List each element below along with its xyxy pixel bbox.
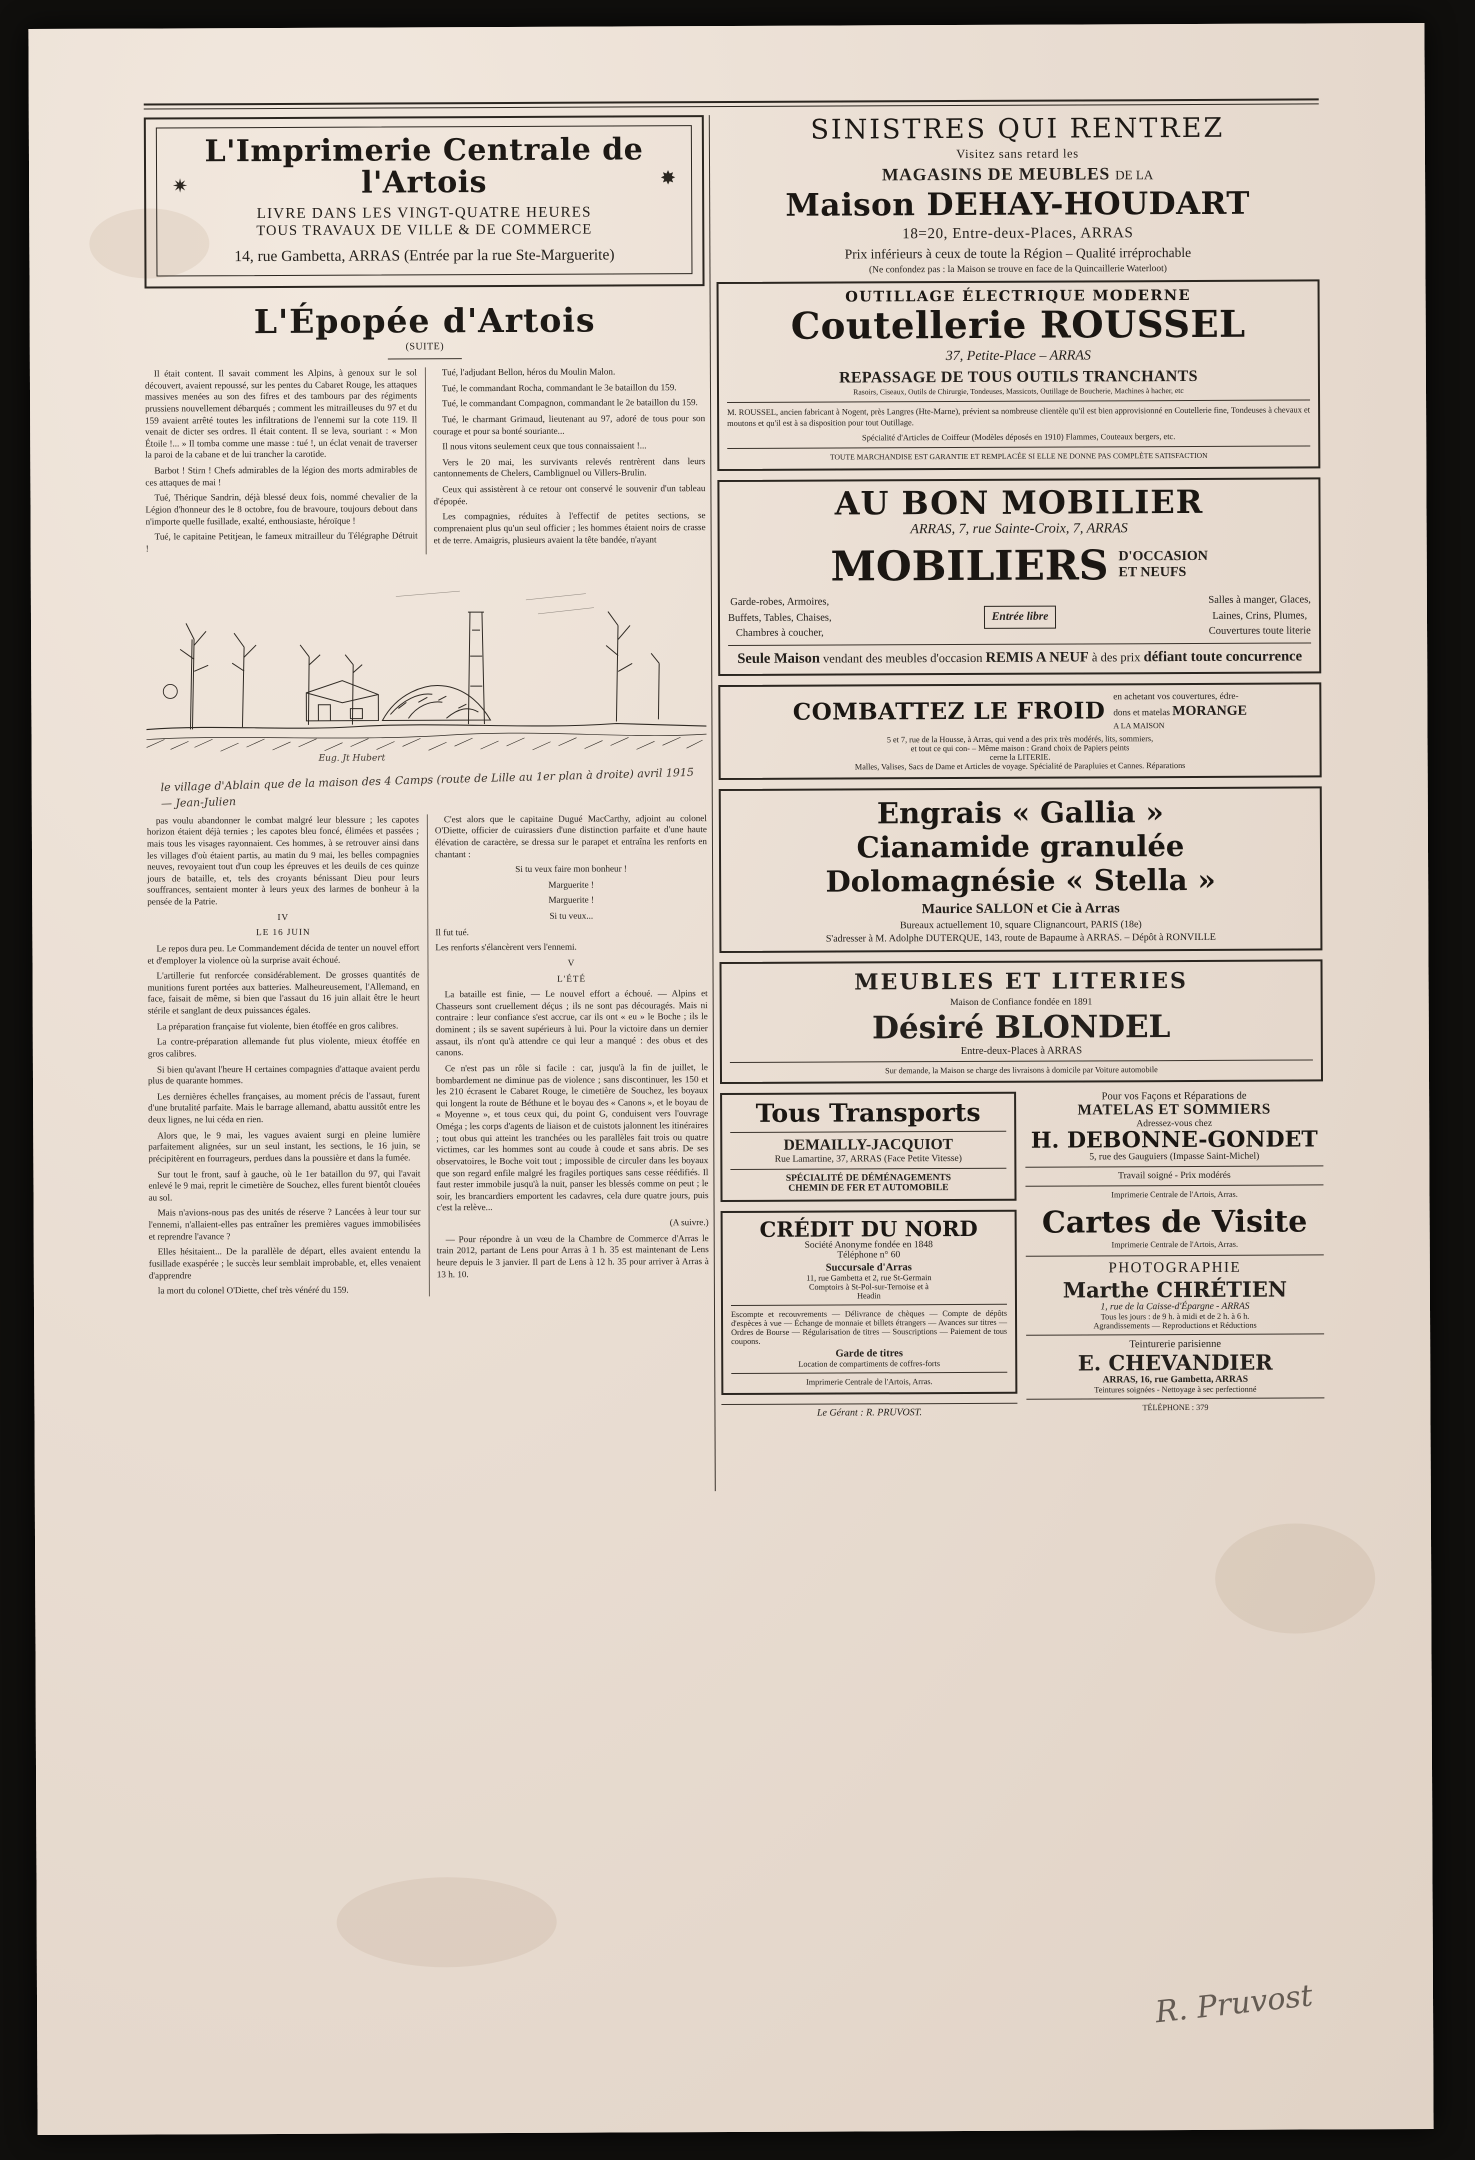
ad-engrais-gallia (719, 786, 1323, 953)
divider (1026, 1334, 1324, 1336)
ad-dehay-houdart (716, 112, 1320, 276)
engrais-contact: S'adresser à M. Adolphe DUTERQUE, 143, route de Bapaume à ARRAS. – Dépôt à RONVILLE (825, 932, 1216, 945)
bonmobilier-col3 (1208, 593, 1311, 639)
froid-head-row (728, 691, 1311, 734)
ad-au-bon-mobilier (717, 477, 1321, 676)
paragraph: Sur tout le front, sauf à gauche, où le 1er bataillon du 97, qui l'avait enlevé le 9 mai, reprit le cimetière de Souchez, elles furent bientôt clouées au sol. (148, 1167, 421, 1203)
bottom-left-ads (720, 1092, 1017, 1419)
bottom-right-ads (1025, 1091, 1324, 1418)
roussel-title: Coutellerie ROUSSEL (790, 301, 1246, 348)
divider (728, 643, 1311, 647)
article-subtitle: (SUITE) (405, 341, 445, 353)
paragraph: La préparation française fut violente, bien étoffée en gros calibres. (156, 1020, 399, 1032)
froid-line3b: cerne la LITERIE. (989, 752, 1051, 762)
mobiliers-side-1: D'OCCASION (1118, 549, 1208, 565)
teinturerie-name: E. CHEVANDIER (1077, 1349, 1273, 1376)
credit-imprimerie: Imprimerie Centrale de l'Artois, Arras. (806, 1376, 933, 1387)
photo-name: Marthe CHRÉTIEN (1062, 1276, 1288, 1303)
section-number: V (567, 957, 576, 968)
bonmobilier-footer (728, 649, 1311, 669)
column-divider (709, 115, 716, 1491)
teinturerie-line1: Teinturerie parisienne (1129, 1339, 1222, 1351)
ad-photographie-chretien (1026, 1260, 1324, 1331)
transports-name: DEMAILLY-JACQUIOT (783, 1135, 954, 1154)
blondel-address: Entre-deux-Places à ARRAS (960, 1045, 1083, 1058)
transports-spec2: CHEMIN DE FER ET AUTOMOBILE (788, 1182, 949, 1194)
ad-imprimerie-centrale (144, 115, 705, 288)
sinistres-headline: SINISTRES QUI RENTREZ (810, 112, 1225, 146)
credit-title: CRÉDIT DU NORD (759, 1215, 978, 1242)
section-heading: LE 16 JUIN (256, 927, 311, 938)
divider (731, 1371, 1007, 1373)
credit-garde: Garde de titres (835, 1347, 903, 1360)
top-rule (144, 98, 1319, 109)
item-line: Salles à manger, Glaces, (1208, 594, 1311, 607)
roussel-items: Rasoirs, Ciseaux, Outils de Chirurgie, Tondeuses, Massicots, Outillage de Boucherie, Machines à hacher, etc (853, 386, 1184, 397)
paragraph: C'est alors que le capitaine Dugué MacCarthy, adjoint au colonel O'Diette, officier de cuirassiers d'une distinction parfaite et d'une haute élévation de caractère, se dressa sur le parapet et entraîna les renforts en chantant : (434, 812, 707, 859)
star-icon-right: ✸ (660, 168, 677, 190)
paragraph: Tué, le commandant Compagnon, commandant le 2e bataillon du 159. (442, 397, 698, 409)
divider (1025, 1166, 1323, 1168)
dehay-houdart-name: Maison DEHAY-HOUDART (785, 185, 1250, 224)
paper-surface (28, 23, 1433, 2135)
paragraph: Ce n'est pas un rôle si facile : car, jusqu'à la fin de juillet, le bombardement ne diminue pas de violence ; sans discontinuer, les 150 et les 210 écrasent le Cabaret Rouge, le cimetière de Souchez, les boyaux qui longent la route de Béthune et le boyau des « Canons », et le boyau de « Moyenne », et tous ceux qui, du point G, conduisent vers l'ouvrage Oméga ; les corps d'agents de liaison et de cuistots jalonnent les itinéraires ; tout obus qui atteint les tranchées ou les parallèles fait trois ou quatre victimes, car les hommes sont au coude à coude et sans abris. De ses observatoires, le Boche voit tout ; impossible de circuler dans les boyaux que son regard enfile malgré les fragiles portiques sans cesse réédifiés. Il faut rester immobile jusqu'à la nuit, panser les blessés comme on peut ; le soir, les brancardiers emportent les cadavres, cela dure quatre jours, puis c'est la relève... (435, 1061, 709, 1213)
sinistres-line2: Visitez sans retard les (956, 146, 1079, 162)
paragraph: Il fut tué. (435, 926, 469, 937)
paragraph: pas voulu abandonner le combat malgré leur blessure ; les capotes horizon étaient déjà ternies ; les capotes bleu foncé, élimées et passées ; mais tous les visages rayonnaient. Ces hommes, à se retrouver ainsi dans les villages d'où étaient partis, au matin du 9 mai, les belles compagnies neuves, revoyaient tout d'un coup les épreuves et les deuils de ces quinze jours de bataille, et, tels des croyants bénissant Dieu pour leurs souffrances, sentaient monter à leurs yeux des larmes de bonheur à la pensée de la Patrie. (146, 813, 420, 907)
ad-desire-blondel (719, 960, 1323, 1085)
credit-line4: 11, rue Gambetta et 2, rue St-Germain (806, 1272, 932, 1283)
paragraph: Il nous vitons seulement ceux que tous connaissaient !... (442, 440, 647, 452)
paragraph: la mort du colonel O'Diette, chef très vénéré du 159. (157, 1284, 349, 1296)
article-body-top (145, 366, 706, 555)
article-body-bottom (147, 813, 709, 1298)
sinistres-line3-main: MAGASINS DE MEUBLES (881, 163, 1111, 185)
roussel-footer: TOUTE MARCHANDISE EST GARANTIE ET REMPLACÉE SI ELLE NE DONNE PAS COMPLÈTE SATISFACTION (829, 450, 1208, 462)
divider (1025, 1185, 1323, 1187)
transports-address: Rue Lamartine, 37, ARRAS (Face Petite Vitesse) (774, 1153, 962, 1165)
newspaper-sheet (28, 23, 1433, 2135)
transports-title: Tous Transports (755, 1098, 981, 1129)
debonne-imprimerie: Imprimerie Centrale de l'Artois, Arras. (1111, 1190, 1238, 1200)
ad-debonne-gondet (1025, 1091, 1323, 1200)
mobiliers-side-2: ET NEUFS (1118, 565, 1187, 581)
dehay-houdart-note: (Ne confondez pas : la Maison se trouve en face de la Quincaillerie Waterloot) (868, 264, 1167, 276)
paragraph: Tué, l'adjudant Bellon, héros du Moulin Malon. (441, 366, 616, 378)
credit-phone: Téléphone n° 60 (837, 1249, 901, 1261)
froid-right-2: dons et matelas (1113, 707, 1171, 718)
debonne-line4: Travail soigné - Prix modérés (1118, 1171, 1231, 1182)
paragraph: Tué, le capitaine Petitjean, le fameux mitrailleur du Télégraphe Détruit ! (145, 530, 418, 554)
item-line: Couvertures toute literie (1208, 625, 1311, 637)
blondel-footer: Sur demande, la Maison se charge des livraisons à domicile par Voiture automobile (885, 1065, 1158, 1076)
divider (1026, 1398, 1324, 1400)
song-line: Marguerite ! (548, 894, 595, 906)
right-column-ads (716, 112, 1325, 1491)
paragraph: Les compagnies, réduites à l'effectif de petites sections, se comprenaient plus qu'un seul officier ; les hommes étaient noirs de crasse et de terre. Amaigris, plusieurs avaient la tête bandée, n'ayant (433, 510, 706, 545)
credit-garde-sub: Location de compartiments de coffres-forts (798, 1358, 941, 1369)
footer-part-a: Seule Maison (737, 650, 820, 668)
item-line: Garde-robes, Armoires, (730, 596, 830, 609)
sinistres-line3-small: DE LA (1115, 167, 1154, 183)
entree-libre-badge: Entrée libre (984, 605, 1057, 628)
bottom-ads-grid (720, 1091, 1324, 1419)
paragraph: Barbot ! Stirn ! Chefs admirables de la légion des morts admirables de ces attaques de mai ! (145, 464, 418, 488)
divider (727, 399, 1310, 403)
froid-line2: 5 et 7, rue de la Housse, à Arras, qui vend a des prix très modérés, lits, sommiers, (886, 733, 1154, 744)
imprimerie-address: 14, rue Gambetta, ARRAS (Entrée par la rue Ste-Marguerite) (234, 246, 615, 266)
imprimerie-line2: LIVRE DANS LES VINGT-QUATRE HEURES (256, 204, 592, 223)
paragraph: Les dernières échelles françaises, au moment précis de l'assaut, furent d'une brutalité parfaite. Mais le barrage allemand, abattu aussitôt entre les deux lignes, ne lui céda en rien. (148, 1090, 421, 1125)
engrais-line3: Dolomagnésie « Stella » (825, 862, 1216, 899)
mobiliers-word: MOBILIERS (830, 541, 1109, 591)
paragraph: Tué, le charmant Grimaud, lieutenant au 97, adoré de tous pour son courage et pour sa bonté souriante... (433, 412, 706, 436)
engrais-offices: Bureaux actuellement 10, square Clignancourt, PARIS (18e) (899, 919, 1142, 932)
svg-text:Eug. Jt Hubert: Eug. Jt Hubert (318, 753, 386, 764)
credit-branch: Succursale d'Arras (825, 1261, 912, 1274)
froid-right-3: A LA MAISON (1113, 721, 1165, 731)
froid-right-2-row (1113, 703, 1247, 722)
froid-line4: Malles, Valises, Sacs de Dame et Articles de voyage. Spécialité de Parapluies et Cannes. Réparations (854, 760, 1186, 772)
paragraph: Tué, le commandant Rocha, commandant le 3e bataillon du 159. (441, 381, 677, 393)
continuation-note: (A suivre.) (669, 1217, 709, 1228)
divider (730, 1060, 1313, 1064)
engrais-company: Maurice SALLON et Cie à Arras (921, 901, 1120, 918)
article-title: L'Épopée d'Artois (253, 300, 596, 342)
blondel-sub: Maison de Confiance fondée en 1891 (950, 997, 1093, 1009)
section-heading: L'ÉTÉ (557, 973, 587, 984)
cartes-sub: Imprimerie Centrale de l'Artois, Arras. (1111, 1240, 1239, 1250)
ad-cartes-de-visite (1026, 1205, 1324, 1250)
notice-paragraph: — Pour répondre à un vœu de la Chambre de Commerce d'Arras le train 2012, partant de Lens pour Arras à 1 h. 35 est maintenant de Lens heure depuis le 3 janvier. Il part de Lens à 12 h. 35 pour arriver à Arras à 13 h. 10. (436, 1232, 709, 1279)
item-line: Buffets, Tables, Chaises, (727, 612, 832, 624)
ad-coutellerie-roussel (717, 279, 1321, 470)
song-line: Marguerite ! (548, 879, 594, 890)
paragraph: Elles hésitaient... De la parallèle de départ, elles avaient entendu la fusillade exaspérée ; le succès leur semblait improbable, et, elles venaient d'apprendre (148, 1245, 421, 1281)
ad-tous-transports (720, 1092, 1016, 1202)
photo-extra: Agrandissements — Reproductions et Réductions (1093, 1321, 1257, 1331)
debonne-line1: Pour vos Façons et Réparations de (1101, 1091, 1247, 1103)
footer-part-b: vendant des meubles d'occasion (822, 650, 983, 666)
engraving-caption: le village d'Ablain que de la maison des 4 Camps (route de Lille au 1er plan à droite) avril 1915 — Jean-Julien (160, 765, 695, 810)
printed-content (144, 98, 1325, 1493)
gerant-line: Le Gérant : R. PRUVOST. (721, 1402, 1017, 1418)
footer-part-c: REMIS A NEUF (985, 649, 1089, 666)
bonmobilier-col1 (728, 595, 832, 641)
handwritten-signature: R. Pruvost (1153, 1978, 1315, 2031)
left-column (144, 115, 710, 1493)
paragraph: Il était content. Il savait comment les Alpins, à genoux sur le sol découvert, avaient repoussé, sur les pentes du Cabaret Rouge, les attaques massives menées au son des fifres et des tambours par des régiments prussiens nouvellement débarqués ; comment les mitrailleuses du 97 et du 159 avaient arrêté toutes les infiltrations de l'ennemi sur la cote 119. Il venait de dicter ses ordres. Il était content. Il se leva, souriant : « Mon Étoile !... » Il tomba comme une masse : tué !, un éclat venait de traverser la paroi de la cabane et de lui trancher la carotide. (144, 367, 418, 460)
teinturerie-line2: Teintures soignées - Nettoyage à sec perfectionné (1094, 1385, 1257, 1395)
imprimerie-line3: TOUS TRAVAUX DE VILLE & DE COMMERCE (256, 221, 593, 240)
debonne-name: H. DEBONNE-GONDET (1030, 1126, 1318, 1154)
credit-body: Escompte et recouvrements — Délivrance de chèques — Compte de dépôts d'espèces à vue — Échange de monnaie et billets étrangers — Avances sur titres — Ordres de Bourse — Régularisation de titres — Souscriptions — Paiement de tous coupons. (731, 1308, 1008, 1346)
cartes-title: Cartes de Visite (1041, 1204, 1308, 1241)
bonmobilier-headline-row (728, 541, 1311, 592)
divider (1026, 1255, 1324, 1257)
credit-line6: Headin (857, 1290, 881, 1300)
bonmobilier-address: ARRAS, 7, rue Sainte-Croix, 7, ARRAS (910, 521, 1128, 538)
dehay-houdart-claim: Prix inférieurs à ceux de toute la Région – Qualité irréprochable (844, 244, 1192, 262)
photo-hours: Tous les jours : de 9 h. à midi et de 2 h. à 6 h. (1100, 1312, 1250, 1322)
song-line: Si tu veux faire mon bonheur ! (515, 863, 627, 875)
ad-teinturerie-chevandier (1026, 1339, 1324, 1413)
dehay-houdart-address: 18=20, Entre-deux-Places, ARRAS (902, 225, 1134, 243)
divider (727, 445, 1310, 449)
bonmobilier-columns (728, 593, 1311, 641)
teinturerie-phone: TÉLÉPHONE : 379 (1142, 1403, 1209, 1413)
roussel-repassage: REPASSAGE DE TOUS OUTILS TRANCHANTS (839, 368, 1198, 387)
roussel-address: 37, Petite-Place – ARRAS (945, 348, 1091, 365)
blondel-title: MEUBLES ET LITERIES (854, 968, 1188, 996)
froid-right-block (1113, 691, 1247, 732)
credit-line5: Comptoirs à St-Pol-sur-Ternoise et à (808, 1281, 929, 1292)
teinturerie-address: ARRAS, 16, rue Gambetta, ARRAS (1102, 1375, 1249, 1386)
star-icon-left: ✷ (172, 176, 189, 198)
morange-name: MORANGE (1172, 703, 1247, 720)
section-number: IV (277, 911, 290, 922)
footer-part-e: défiant toute concurrence (1143, 648, 1303, 666)
ad-credit-du-nord (721, 1209, 1018, 1394)
roussel-top: OUTILLAGE ÉLECTRIQUE MODERNE (845, 286, 1191, 306)
engrais-line2: Cianamide granulée (856, 828, 1185, 865)
transports-spec1: SPÉCIALITÉ DE DÉMÉNAGEMENTS (785, 1172, 952, 1184)
froid-line3-a: et tout ce qui con- – Même maison : Grand choix de Papiers peints (910, 742, 1130, 753)
imprimerie-title: L'Imprimerie Centrale de l'Artois (204, 132, 644, 201)
paragraph: La bataille est finie, — Le nouvel effort a échoué. — Alpins et Chasseurs sont cruellement déçus ; ils ne sont pas découragés. Mais ni contraire : leur confiance s'est accrue, car ils ont « eu » le Boche ; ils le dominent ; ils se savent supérieurs à lui. Pour la victoire dans un dernier assaut, ils n'ont qu'à attendre ce qui leur a manqué : des obus et des canons. (435, 988, 708, 1058)
item-line: Laines, Crins, Plumes, (1212, 610, 1308, 622)
paragraph: La contre-préparation allemande fut plus violente, mieux étoffée en gros calibres. (147, 1035, 420, 1059)
divider (730, 1130, 1006, 1132)
photo-title: PHOTOGRAPHIE (1108, 1260, 1242, 1277)
debonne-address: 5, rue des Gauguiers (Impasse Saint-Michel) (1089, 1152, 1260, 1163)
photo-address: 1, rue de la Caisse-d'Épargne - ARRAS (1100, 1302, 1250, 1313)
paragraph: Vers le 20 mai, les survivants relevés rentrèrent dans leurs cantonnements de Chelers, Camblignuel ou Villers-Brulin. (433, 455, 706, 479)
bonmobilier-title: AU BON MOBILIER (834, 482, 1204, 523)
paragraph: Alors que, le 9 mai, les vagues avaient surgi en pleine lumière parfaitement alignées, sur un seul instant, les sections, le 16 juin, se précipitèrent en fourrageurs, perdues dans la poussière et dans la fumée. (148, 1128, 421, 1164)
paragraph: L'artillerie fut renforcée considérablement. De grosses quantités de munitions furent portées aux batteries. Malheureusement, l'Allemand, en face, faisait de même, si bien que l'assaut du 16 juin allait être le heurt stérile et sanglant de deux puissances égales. (147, 969, 420, 1016)
paragraph: Le repos dura peu. Le Commandement décida de tenter un nouvel effort et d'employer la violence où la surprise avait échoué. (147, 942, 420, 966)
paragraph: Tué, Thérique Sandrin, déjà blessé deux fois, nommé chevalier de la Légion d'honneur des le 8 octobre, fou de bravoure, toujours debout dans n'importe quelle fusillade, exalté, enthousiaste, héroïque ! (145, 491, 418, 527)
song-line: Si tu veux... (549, 910, 594, 921)
debonne-line2: MATELAS ET SOMMIERS (1077, 1101, 1271, 1119)
roussel-body: M. ROUSSEL, ancien fabricant à Nogent, près Langres (Hte-Marne), prévient sa nombreuse clientèle qu'il est bien approvisionné en Coutellerie fine, Tondeuses à chevaux et moutons et qu'il est à sa disposition pour tout Outillage. (727, 405, 1311, 429)
footer-part-d: à des prix (1091, 650, 1141, 665)
paragraph: Ceux qui assistèrent à ce retour ont conservé le souvenir d'un tableau d'épopée. (433, 483, 706, 506)
engraving-illustration (146, 559, 707, 769)
froid-title: COMBATTEZ LE FROID (792, 697, 1106, 726)
paragraph: Mais n'avions-nous pas des unités de réserve ? Lancées à leur tour sur l'ennemi, n'allaient-elles pas entraîner les premières vagues immobilisées et reprendre l'avance ? (148, 1206, 421, 1242)
item-line: Chambres à coucher, (735, 627, 824, 639)
roussel-body2: Spécialité d'Articles de Coiffeur (Modèles déposés en 1910) Flammes, Couteaux bergers, etc. (862, 431, 1176, 443)
title-rule (388, 358, 462, 359)
blondel-name: Désiré BLONDEL (872, 1009, 1171, 1047)
engraving-svg (146, 559, 707, 769)
credit-line1: Société Anonyme fondée en 1848 (804, 1239, 933, 1251)
ad-morange-froid (718, 682, 1321, 779)
divider (731, 1303, 1007, 1305)
froid-right-1: en achetant vos couvertures, édre- (1113, 690, 1239, 702)
divider (730, 1167, 1006, 1169)
debonne-line3: Adressez-vous chez (1136, 1119, 1213, 1130)
paragraph: Si bien qu'avant l'heure H certaines compagnies d'attaque avaient perdu plus de quarante hommes. (147, 1062, 420, 1086)
engrais-line1: Engrais « Gallia » (876, 794, 1164, 830)
sinistres-line3 (716, 162, 1319, 186)
mobiliers-side (1118, 549, 1208, 582)
paragraph: Les renforts s'élancèrent vers l'ennemi. (435, 941, 577, 953)
